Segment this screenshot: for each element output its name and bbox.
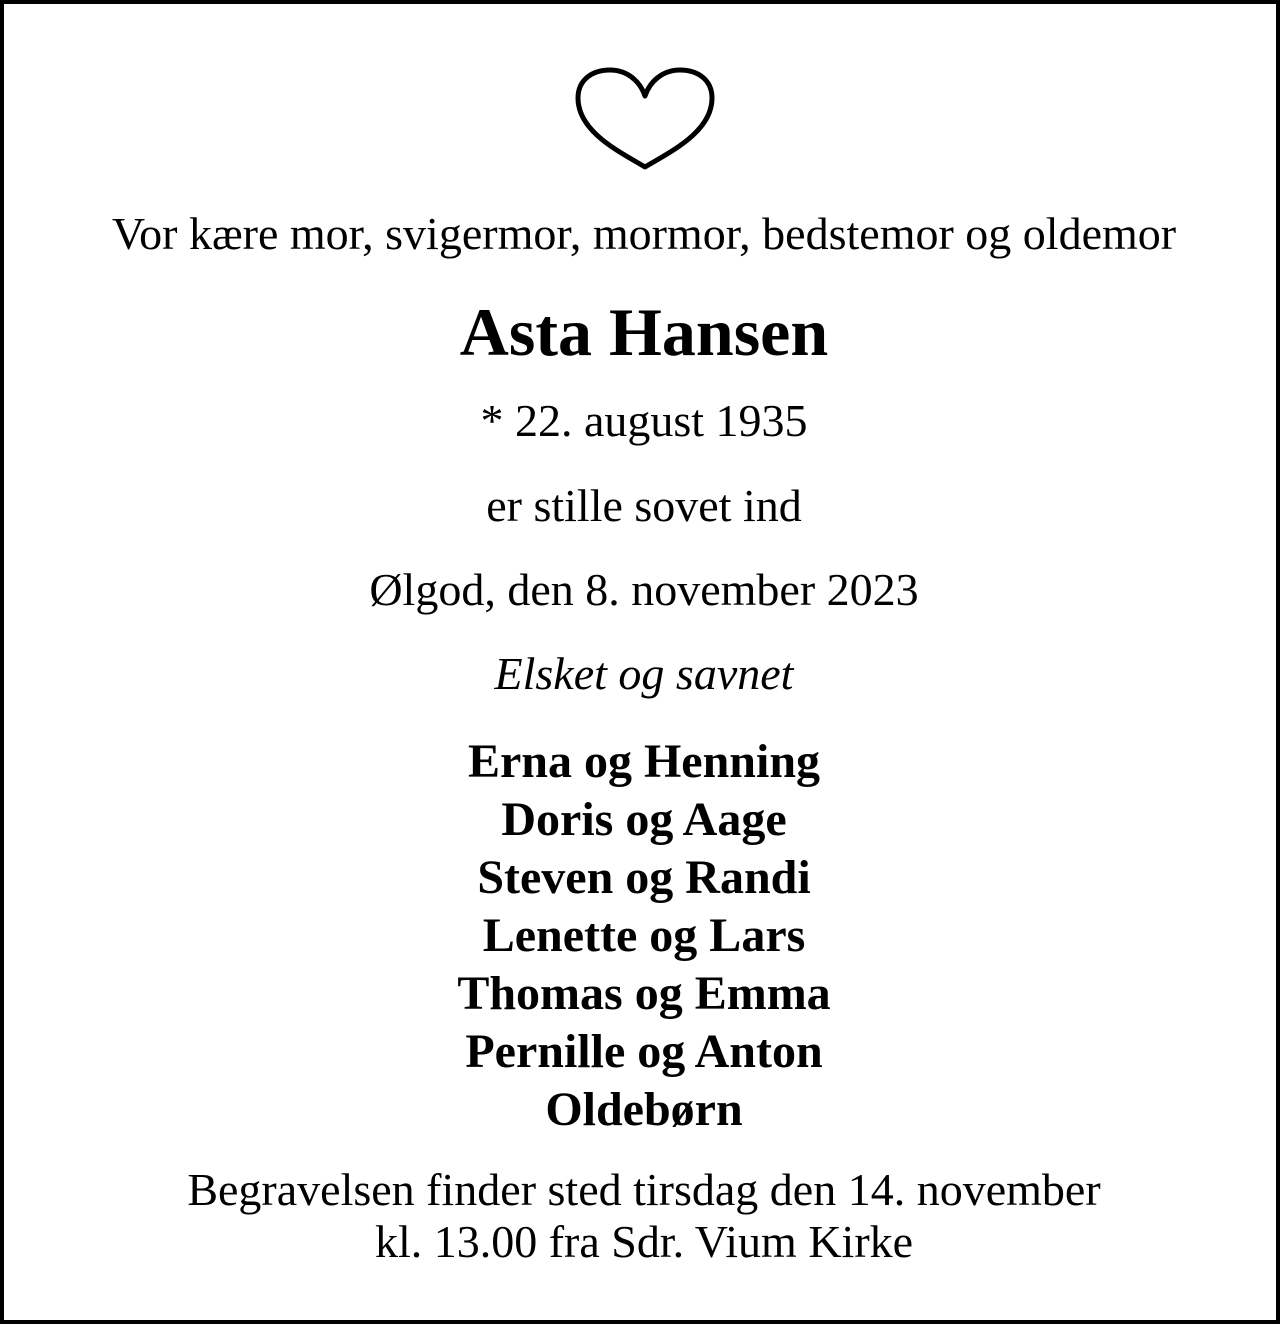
deceased-name: Asta Hansen: [459, 294, 829, 370]
family-list: [4, 733, 1280, 1139]
family-member: Pernille og Anton: [465, 1025, 823, 1078]
funeral-info: [4, 1164, 1280, 1268]
birth-date: * 22. august 1935: [480, 395, 808, 446]
family-member: Doris og Aage: [501, 793, 787, 846]
loved-text: Elsket og savnet: [494, 648, 794, 699]
funeral-line: kl. 13.00 fra Sdr. Vium Kirke: [374, 1216, 914, 1267]
family-member: Steven og Randi: [477, 851, 811, 904]
passed-text: er stille sovet ind: [486, 480, 802, 531]
family-member: Lenette og Lars: [482, 909, 806, 962]
family-member: Thomas og Emma: [457, 967, 831, 1020]
family-member: Erna og Henning: [467, 735, 821, 788]
funeral-line: Begravelsen finder sted tirsdag den 14. november: [187, 1164, 1101, 1215]
place-date: Ølgod, den 8. november 2023: [369, 564, 919, 615]
intro-text: Vor kære mor, svigermor, mormor, bedstemor og oldemor: [111, 208, 1177, 259]
heart-icon: [570, 66, 720, 174]
family-member: Oldebørn: [545, 1083, 743, 1136]
